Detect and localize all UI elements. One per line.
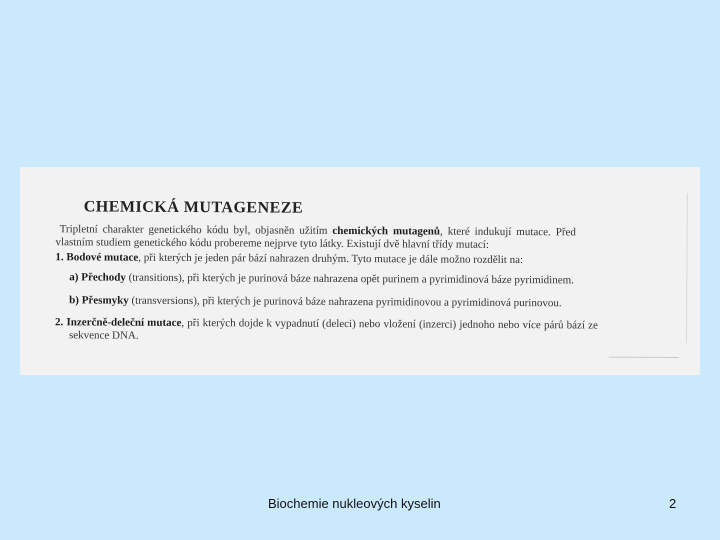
scan-edge-line (686, 193, 688, 343)
scan-underline (609, 357, 679, 358)
scanned-document-image (20, 167, 700, 375)
item-term: Inzerčně-deleční mutace (66, 316, 182, 329)
item-term: Přechody (81, 271, 126, 284)
item-text: , při kterých je jeden pár bází nahrazen druhým. Tyto mutace je dále možno rozdělit na: (138, 251, 524, 267)
item-text: (transversions), při kterých je purinová báze nahrazena pyrimidinovou a pyrimidinová purinovou. (128, 294, 562, 310)
list-item-insertion-deletion-continued: sekvence DNA. (68, 329, 139, 342)
intro-emphasis: chemických mutagenů (332, 224, 441, 238)
item-number: 2. (55, 316, 64, 329)
footer-title: Biochemie nukleových kyselin (268, 496, 441, 511)
list-item-transitions (69, 271, 574, 287)
intro-text-start: Tripletní charakter genetického kódu byl, objasněn užitím (59, 223, 333, 237)
item-text: (transitions), při kterých je purinová báze nahrazena opět purinem a pyrimidinová báze pyrimidinem. (125, 271, 574, 287)
item-number: 1. (55, 251, 64, 264)
scanned-page-content (20, 167, 700, 375)
document-heading: CHEMICKÁ MUTAGENEZE (83, 198, 304, 217)
page-number: 2 (669, 496, 677, 511)
item-marker: a) (69, 271, 79, 284)
item-text: , při kterých dojde k vypadnutí (deleci) nebo vložení (inzerci) jednoho nebo více párů bází ze (181, 316, 598, 332)
item-marker: b) (69, 294, 80, 307)
intro-text-end: , které indukují mutace. Před (440, 225, 576, 239)
list-item-point-mutations (55, 251, 523, 267)
list-item-transversions (69, 294, 562, 310)
intro-line-2: vlastním studiem genetického kódu probereme nejprve tyto látky. Existují dvě hlavní třídy mutací: (55, 236, 489, 251)
item-term: Bodové mutace (66, 251, 139, 264)
item-term: Přesmyky (81, 294, 129, 307)
